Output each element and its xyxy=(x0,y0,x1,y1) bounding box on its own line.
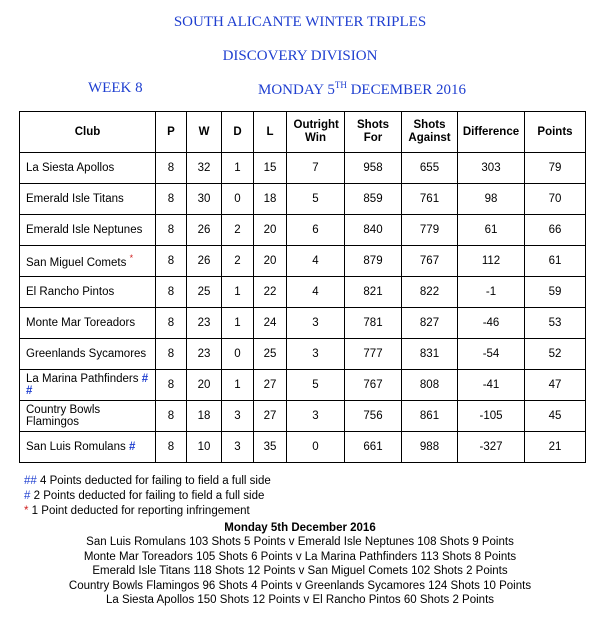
shots-for-label: Shots For xyxy=(357,119,389,144)
match-date: MONDAY 5TH DECEMBER 2016 xyxy=(258,80,467,98)
cell-difference: 98 xyxy=(458,184,525,215)
cell-club xyxy=(20,401,156,432)
note-text: 4 Points deducted for failing to field a full side xyxy=(36,475,271,487)
cell-drawn: 1 xyxy=(222,277,254,308)
cell-difference: -46 xyxy=(458,308,525,339)
cell-won: 18 xyxy=(187,401,222,432)
result-line: Monte Mar Toreadors 105 Shots 6 Points v La Marina Pathfinders 113 Shots 8 Points xyxy=(83,550,517,563)
cell-outright-win: 3 xyxy=(287,339,345,370)
cell-shots-against: 767 xyxy=(402,246,458,277)
club-name: San Miguel Comets xyxy=(26,256,127,269)
table-row xyxy=(20,370,586,401)
results-title: Monday 5th December 2016 xyxy=(224,522,376,534)
note-symbol: * xyxy=(24,505,29,517)
cell-outright-win: 4 xyxy=(287,246,345,277)
cell-drawn: 3 xyxy=(222,432,254,463)
cell-shots-against: 779 xyxy=(402,215,458,246)
table-row xyxy=(20,308,586,339)
note-line xyxy=(24,489,271,504)
cell-club xyxy=(20,277,156,308)
cell-difference: -54 xyxy=(458,339,525,370)
cell-won: 23 xyxy=(187,308,222,339)
deduction-notes xyxy=(24,474,271,519)
cell-difference: -1 xyxy=(458,277,525,308)
cell-shots-against: 655 xyxy=(402,153,458,184)
cell-lost: 22 xyxy=(254,277,287,308)
cell-difference: -41 xyxy=(458,370,525,401)
cell-shots-for: 821 xyxy=(345,277,402,308)
cell-played: 8 xyxy=(156,401,187,432)
col-header-drawn: D xyxy=(222,112,254,153)
table-row xyxy=(20,277,586,308)
club-name: Emerald Isle Titans xyxy=(26,193,124,205)
division-title: DISCOVERY DIVISION xyxy=(222,48,378,64)
cell-difference: 303 xyxy=(458,153,525,184)
cell-lost: 24 xyxy=(254,308,287,339)
cell-club xyxy=(20,153,156,184)
cell-shots-against: 808 xyxy=(402,370,458,401)
cell-won: 32 xyxy=(187,153,222,184)
cell-shots-for: 840 xyxy=(345,215,402,246)
col-header-difference: Difference xyxy=(458,112,525,153)
cell-shots-against: 827 xyxy=(402,308,458,339)
cell-points: 45 xyxy=(525,401,586,432)
week-label: WEEK 8 xyxy=(88,80,143,96)
club-name: Monte Mar Toreadors xyxy=(26,317,136,329)
club-name: San Luis Romulans xyxy=(26,441,126,453)
note-text: 1 Point deducted for reporting infringement xyxy=(28,505,250,517)
cell-club xyxy=(20,215,156,246)
cell-outright-win: 4 xyxy=(287,277,345,308)
table-row xyxy=(20,215,586,246)
cell-played: 8 xyxy=(156,339,187,370)
cell-club xyxy=(20,370,156,401)
cell-points: 52 xyxy=(525,339,586,370)
cell-played: 8 xyxy=(156,432,187,463)
cell-difference: -327 xyxy=(458,432,525,463)
cell-played: 8 xyxy=(156,308,187,339)
club-name: El Rancho Pintos xyxy=(26,286,115,298)
table-row xyxy=(20,432,586,463)
cell-played: 8 xyxy=(156,246,187,277)
cell-points: 79 xyxy=(525,153,586,184)
cell-points: 66 xyxy=(525,215,586,246)
note-text: 2 Points deducted for failing to field a full side xyxy=(30,490,265,502)
club-name: Country Bowls Flamingos xyxy=(26,404,101,428)
cell-shots-against: 988 xyxy=(402,432,458,463)
match-results xyxy=(0,521,600,607)
cell-outright-win: 5 xyxy=(287,184,345,215)
cell-points: 61 xyxy=(525,246,586,277)
cell-outright-win: 5 xyxy=(287,370,345,401)
cell-shots-for: 767 xyxy=(345,370,402,401)
note-symbol: # xyxy=(24,490,31,502)
cell-won: 25 xyxy=(187,277,222,308)
cell-drawn: 0 xyxy=(222,339,254,370)
cell-shots-against: 761 xyxy=(402,184,458,215)
col-header-shots-for xyxy=(345,112,402,153)
cell-lost: 27 xyxy=(254,401,287,432)
col-header-points: Points xyxy=(525,112,586,153)
club-name: Greenlands Sycamores xyxy=(26,348,147,360)
col-header-lost: L xyxy=(254,112,287,153)
outright-win-label: Outright Win xyxy=(293,119,339,144)
cell-shots-for: 958 xyxy=(345,153,402,184)
table-row xyxy=(20,401,586,432)
cell-club xyxy=(20,184,156,215)
deduction-mark: # # xyxy=(26,373,149,397)
table-row xyxy=(20,153,586,184)
cell-played: 8 xyxy=(156,184,187,215)
cell-club xyxy=(20,246,156,277)
col-header-shots-against: Shots Against xyxy=(402,112,458,153)
cell-shots-for: 661 xyxy=(345,432,402,463)
cell-lost: 35 xyxy=(254,432,287,463)
result-line: La Siesta Apollos 150 Shots 12 Points v El Rancho Pintos 60 Shots 2 Points xyxy=(105,594,495,607)
result-line: Country Bowls Flamingos 96 Shots 4 Points v Greenlands Sycamores 124 Shots 10 Points xyxy=(68,579,532,592)
cell-outright-win: 6 xyxy=(287,215,345,246)
cell-shots-for: 879 xyxy=(345,246,402,277)
cell-club xyxy=(20,432,156,463)
cell-lost: 15 xyxy=(254,153,287,184)
cell-lost: 20 xyxy=(254,215,287,246)
cell-shots-against: 861 xyxy=(402,401,458,432)
note-line xyxy=(24,474,271,489)
table-row xyxy=(20,184,586,215)
cell-shots-for: 859 xyxy=(345,184,402,215)
col-header-won: W xyxy=(187,112,222,153)
cell-drawn: 0 xyxy=(222,184,254,215)
cell-club xyxy=(20,308,156,339)
league-table xyxy=(19,111,586,463)
cell-shots-for: 777 xyxy=(345,339,402,370)
cell-won: 26 xyxy=(187,246,222,277)
cell-drawn: 1 xyxy=(222,370,254,401)
cell-lost: 25 xyxy=(254,339,287,370)
cell-points: 21 xyxy=(525,432,586,463)
cell-drawn: 1 xyxy=(222,308,254,339)
cell-won: 23 xyxy=(187,339,222,370)
cell-points: 59 xyxy=(525,277,586,308)
cell-drawn: 2 xyxy=(222,246,254,277)
result-line: San Luis Romulans 103 Shots 5 Points v Emerald Isle Neptunes 108 Shots 9 Points xyxy=(86,536,514,549)
cell-lost: 18 xyxy=(254,184,287,215)
cell-lost: 27 xyxy=(254,370,287,401)
cell-difference: 112 xyxy=(458,246,525,277)
cell-played: 8 xyxy=(156,277,187,308)
cell-shots-against: 831 xyxy=(402,339,458,370)
cell-shots-against: 822 xyxy=(402,277,458,308)
cell-drawn: 2 xyxy=(222,215,254,246)
cell-lost: 20 xyxy=(254,246,287,277)
cell-points: 53 xyxy=(525,308,586,339)
club-name: Emerald Isle Neptunes xyxy=(26,224,143,236)
cell-won: 10 xyxy=(187,432,222,463)
col-header-played: P xyxy=(156,112,187,153)
club-name: La Marina Pathfinders xyxy=(26,373,139,385)
cell-outright-win: 7 xyxy=(287,153,345,184)
cell-points: 47 xyxy=(525,370,586,401)
deduction-mark: # xyxy=(128,441,136,453)
cell-drawn: 3 xyxy=(222,401,254,432)
cell-shots-for: 756 xyxy=(345,401,402,432)
col-header-outright-win xyxy=(287,112,345,153)
cell-outright-win: 3 xyxy=(287,401,345,432)
table-row xyxy=(20,246,586,277)
cell-outright-win: 0 xyxy=(287,432,345,463)
cell-difference: -105 xyxy=(458,401,525,432)
league-table-body xyxy=(20,153,586,463)
col-header-club: Club xyxy=(20,112,156,153)
result-line: Emerald Isle Titans 118 Shots 12 Points v San Miguel Comets 102 Shots 2 Points xyxy=(92,565,508,578)
cell-points: 70 xyxy=(525,184,586,215)
cell-shots-for: 781 xyxy=(345,308,402,339)
note-symbol: ## xyxy=(24,475,37,487)
club-name: La Siesta Apollos xyxy=(26,162,115,174)
cell-won: 26 xyxy=(187,215,222,246)
table-header-row xyxy=(20,112,586,153)
table-row xyxy=(20,339,586,370)
cell-won: 20 xyxy=(187,370,222,401)
cell-drawn: 1 xyxy=(222,153,254,184)
cell-won: 30 xyxy=(187,184,222,215)
cell-difference: 61 xyxy=(458,215,525,246)
cell-outright-win: 3 xyxy=(287,308,345,339)
cell-club xyxy=(20,339,156,370)
cell-played: 8 xyxy=(156,215,187,246)
deduction-mark: * xyxy=(129,253,134,264)
cell-played: 8 xyxy=(156,153,187,184)
note-line xyxy=(24,504,271,519)
cell-played: 8 xyxy=(156,370,187,401)
league-title: SOUTH ALICANTE WINTER TRIPLES xyxy=(173,14,427,30)
